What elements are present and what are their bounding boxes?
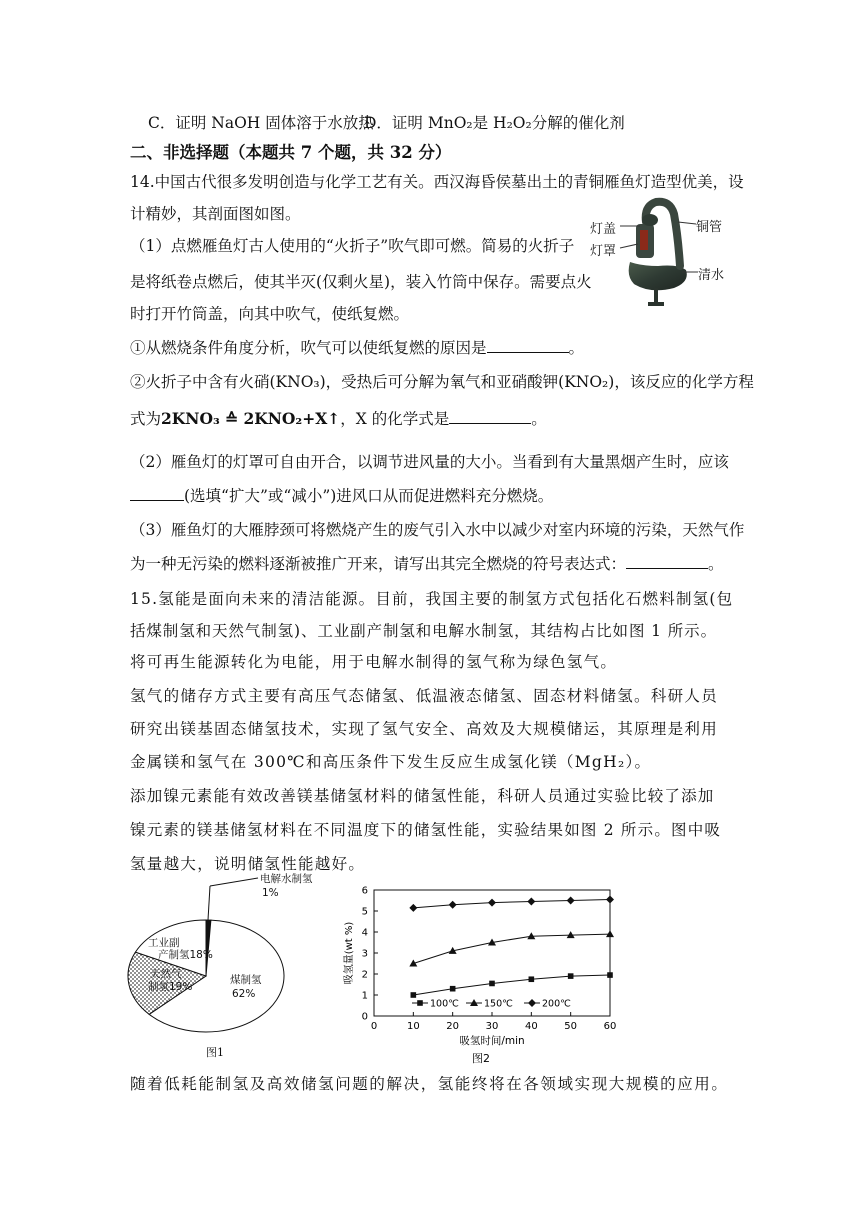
y-tick-label: 5 xyxy=(361,906,368,918)
answer-blank[interactable] xyxy=(626,553,708,570)
q14-question-b-suffix: ，X 的化学式是 xyxy=(340,410,450,428)
y-axis-label: 吸氢量(wt %) xyxy=(344,921,355,985)
q14-p3-line2 xyxy=(130,552,724,574)
option-c: C．证明 NaOH 固体溶于水放热 xyxy=(148,114,374,132)
data-point xyxy=(489,981,495,987)
chemical-equation: 2KNO₃ ≙ 2KNO₂+X↑ xyxy=(161,409,341,428)
q15-line6: 金属镁和氢气在 300℃和高压条件下发生反应生成氢化镁（MgH₂）。 xyxy=(130,753,652,771)
option-d: D．证明 MnO₂是 H₂O₂分解的催化剂 xyxy=(364,114,625,132)
q14-question-a xyxy=(130,336,584,358)
data-point xyxy=(568,973,574,979)
line-svg xyxy=(340,882,636,1064)
x-tick-label: 10 xyxy=(406,1021,420,1032)
pie-label-gas: 天然气 xyxy=(150,968,182,980)
x-tick-label: 30 xyxy=(485,1021,499,1032)
q15-line7: 添加镍元素能有效改善镁基储氢材料的储氢性能，科研人员通过实验比较了添加 xyxy=(130,787,715,805)
lamp-leader-lines xyxy=(586,196,736,312)
pie-label-coal: 煤制氢 xyxy=(230,974,262,986)
x-tick-label: 50 xyxy=(564,1021,578,1032)
q14-p2-line2-text: (选填“扩大”或“减小”)进风口从而促进燃料充分燃烧。 xyxy=(184,487,554,505)
figure1-pie-chart xyxy=(126,868,346,1062)
q14-p2-line2 xyxy=(130,484,553,506)
pie-label-electrolysis: 电解水制氢 xyxy=(260,873,313,885)
legend-label: 200℃ xyxy=(542,998,571,1010)
q14-question-b-end: 。 xyxy=(531,410,547,428)
lamp-cover-label: 灯盖 xyxy=(590,222,617,237)
data-point xyxy=(606,930,614,937)
legend-marker xyxy=(528,999,536,1007)
pie-label-industry: 工业副 xyxy=(148,937,180,949)
y-tick-label: 0 xyxy=(361,1011,368,1023)
data-point xyxy=(606,895,614,903)
x-tick-label: 0 xyxy=(370,1021,378,1032)
q14-intro-line1: 14.中国古代很多发明创造与化学工艺有关。西汉海昏侯墓出土的青铜雁鱼灯造型优美，设 xyxy=(130,173,744,191)
series-line xyxy=(413,975,610,995)
legend-label: 100℃ xyxy=(430,998,459,1010)
data-point xyxy=(607,972,613,978)
q14-question-a-end: 。 xyxy=(568,339,585,357)
q15-line3: 将可再生能源转化为电能，用于电解水制得的氢气称为绿色氢气。 xyxy=(130,653,618,671)
q14-p3-line1: （3）雁鱼灯的大雁脖颈可将燃烧产生的废气引入水中以减少对室内环境的污染，天然气作 xyxy=(130,521,745,539)
plot-frame xyxy=(374,890,610,1016)
answer-blank[interactable] xyxy=(487,337,569,354)
q15-line5: 研究出镁基固态储氢技术，实现了氢气安全、高效及大规模储运，其原理是利用 xyxy=(130,720,719,738)
x-tick-label: 20 xyxy=(446,1021,460,1032)
q14-p3-line2-text: 为一种无污染的燃料逐渐被推广开来，请写出其完全燃烧的符号表达式： xyxy=(130,555,627,573)
data-point xyxy=(450,986,456,992)
data-point xyxy=(488,899,496,907)
q15-line9: 氢量越大，说明储氢性能越好。 xyxy=(130,855,366,873)
answer-blank[interactable] xyxy=(449,408,531,425)
y-tick-label: 1 xyxy=(361,990,368,1002)
data-point xyxy=(567,897,575,905)
pie-label-electrolysis-pct: 1% xyxy=(262,887,279,899)
q15-line4: 氢气的储存方式主要有高压气态储氢、低温液态储氢、固态材料储氢。科研人员 xyxy=(130,687,719,705)
data-point xyxy=(527,898,535,906)
y-tick-label: 2 xyxy=(361,969,368,981)
series-line xyxy=(413,934,610,963)
q15-line2: 括煤制氢和天然气制氢)、工业副产制氢和电解水制氢，其结构占比如图 1 所示。 xyxy=(130,622,717,640)
data-point xyxy=(409,904,417,912)
q14-p1-line1: （1）点燃雁鱼灯古人使用的“火折子”吹气即可燃。简易的火折子 xyxy=(130,237,575,255)
legend-marker xyxy=(417,1000,423,1006)
data-point xyxy=(411,992,417,998)
q14-p2-line1: （2）雁鱼灯的灯罩可自由开合，以调节进风量的大小。当看到有大量黑烟产生时，应该 xyxy=(130,453,729,471)
q14-question-a-text: ①从燃烧条件角度分析，吹气可以使纸复燃的原因是 xyxy=(130,339,487,357)
pie-label-gas-pct: 制氢19% xyxy=(148,981,193,993)
q15-last-line: 随着低耗能制氢及高效储氢问题的解决，氢能终将在各领域实现大规模的应用。 xyxy=(130,1075,729,1093)
pie-leader-line xyxy=(210,878,258,886)
answer-blank[interactable] xyxy=(130,485,184,502)
q14-question-b-line2 xyxy=(130,407,547,429)
q14-p1-line3: 时打开竹筒盖，向其中吹气，使纸复燃。 xyxy=(130,305,410,323)
pie-leader-line xyxy=(208,886,210,920)
y-tick-label: 6 xyxy=(361,885,368,897)
q14-p1-line2: 是将纸卷点燃后，使其半灭(仅剩火星)，装入竹筒中保存。需要点火 xyxy=(130,273,592,291)
pie-label-industry-pct: 产制氢18% xyxy=(158,949,213,961)
data-point xyxy=(529,976,535,982)
q15-line1: 15.氢能是面向未来的清洁能源。目前，我国主要的制氢方式包括化石燃料制氢(包 xyxy=(130,590,734,608)
legend-label: 150℃ xyxy=(484,998,513,1010)
q14-p3-end: 。 xyxy=(708,555,724,573)
section-title: 二、非选择题（本题共 7 个题，共 32 分） xyxy=(130,143,452,162)
x-tick-label: 40 xyxy=(524,1021,538,1032)
q15-line8: 镍元素的镁基储氢材料在不同温度下的储氢性能，实验结果如图 2 所示。图中吸 xyxy=(130,821,722,839)
x-axis-label: 吸氢时间/min xyxy=(459,1035,525,1047)
clear-water-label: 清水 xyxy=(698,268,725,283)
lamp-shade-label: 灯罩 xyxy=(590,244,617,259)
figure2-line-chart xyxy=(340,882,636,1064)
figure1-caption: 图1 xyxy=(206,1046,224,1059)
data-point xyxy=(449,901,457,909)
y-tick-label: 3 xyxy=(361,948,368,960)
q14-question-b-line1: ②火折子中含有火硝(KNO₃)，受热后可分解为氧气和亚硝酸钾(KNO₂)，该反应的化学方程 xyxy=(130,373,754,391)
series-line xyxy=(413,899,610,907)
q14-intro-line2: 计精妙，其剖面图如图。 xyxy=(130,205,301,223)
lamp-figure xyxy=(586,196,736,312)
x-tick-label: 60 xyxy=(603,1021,617,1032)
q14-question-b-prefix: 式为 xyxy=(130,410,162,428)
copper-pipe-label: 铜管 xyxy=(696,220,723,235)
pie-label-coal-pct: 62% xyxy=(232,988,256,1000)
pie-svg xyxy=(126,868,346,1062)
figure2-caption: 图2 xyxy=(472,1052,490,1064)
y-tick-label: 4 xyxy=(361,927,368,939)
